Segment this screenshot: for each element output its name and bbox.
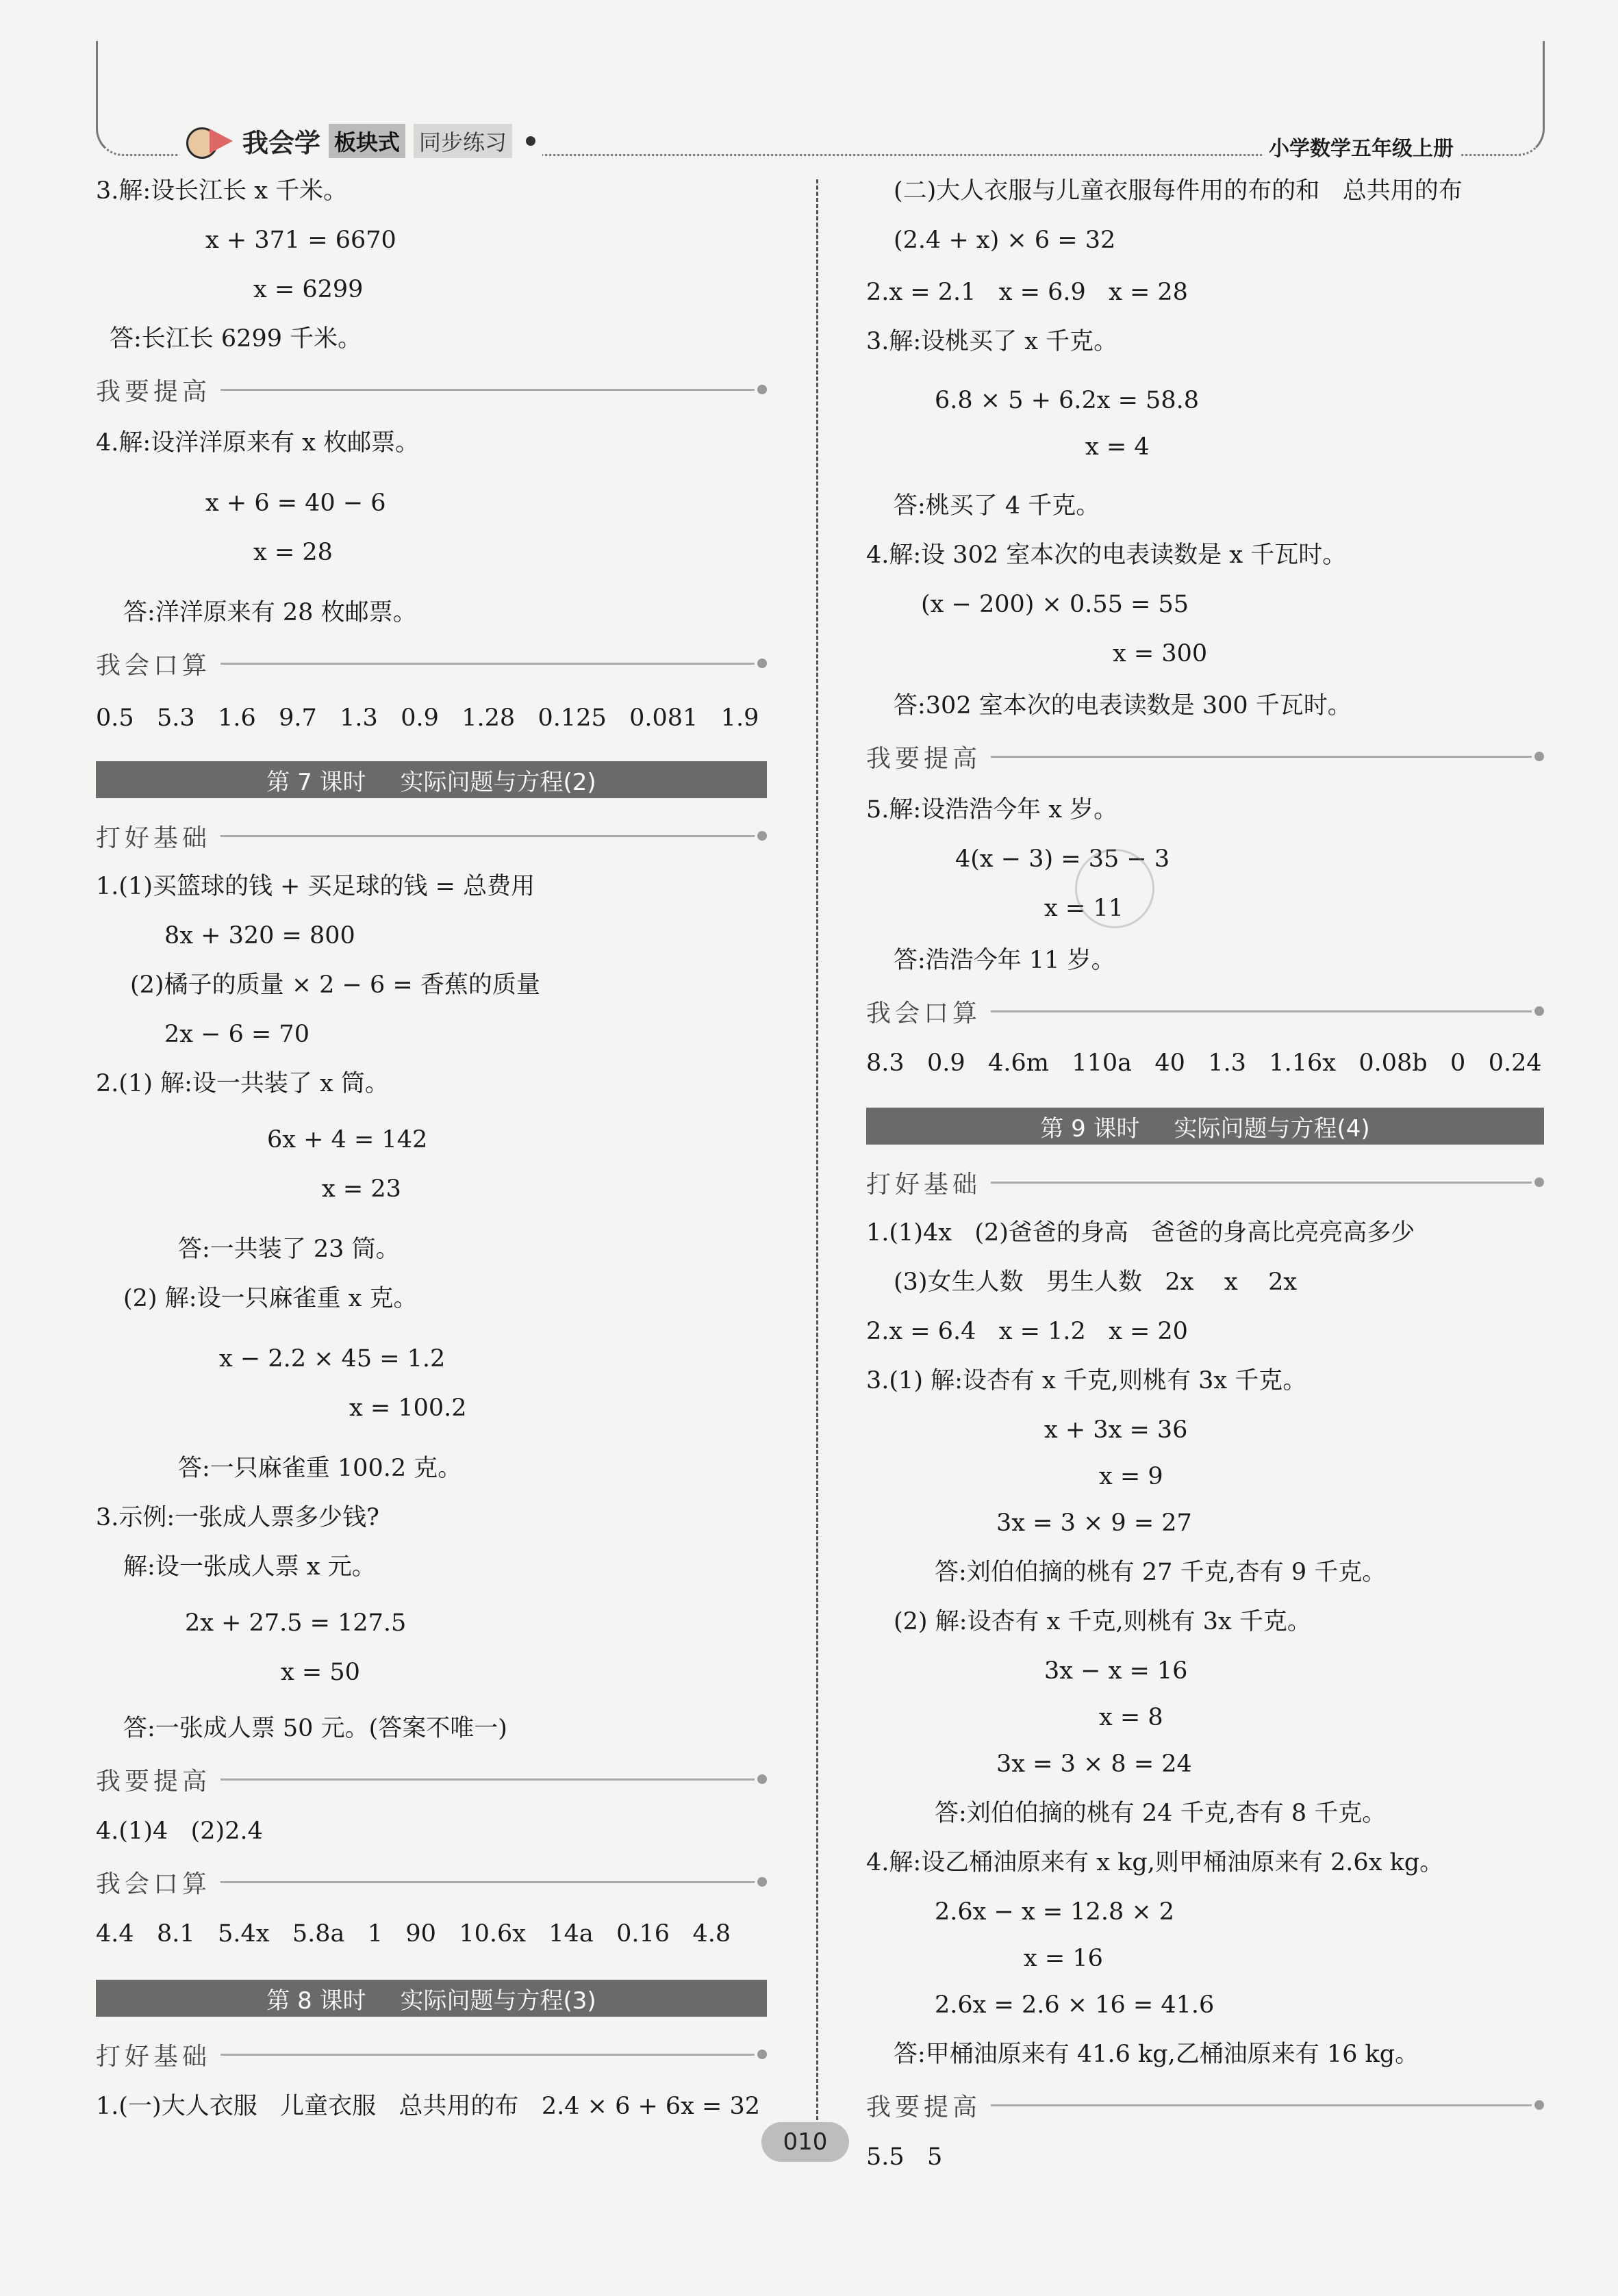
brand-tag-sync: 同步练习 xyxy=(414,124,512,158)
lesson-number: 第 9 课时 xyxy=(1040,1114,1140,1143)
heading-rule xyxy=(991,2104,1532,2106)
answer-line: 解:设一张成人票 x 元。 xyxy=(123,1553,376,1581)
answer-line: (二)大人衣服与儿童衣服每件用的布的和 总共用的布 xyxy=(894,177,1463,205)
heading-rule xyxy=(220,2054,755,2056)
lesson-banner xyxy=(96,1980,767,2017)
answer-line: 8.3 0.9 4.6m 110a 40 1.3 1.16x 0.08b 0 0.24 xyxy=(866,1049,1542,1077)
section-heading xyxy=(866,1166,1544,1198)
answer-line: 答:302 室本次的电表读数是 300 千瓦时。 xyxy=(894,692,1352,719)
heading-rule xyxy=(991,1182,1532,1184)
answer-line: 4.解:设洋洋原来有 x 枚邮票。 xyxy=(96,429,420,457)
brand-tag-block: 板块式 xyxy=(329,124,405,158)
answer-line: 答:洋洋原来有 28 枚邮票。 xyxy=(123,599,417,626)
answer-line: 4.解:设 302 室本次的电表读数是 x 千瓦时。 xyxy=(866,541,1347,569)
section-heading xyxy=(866,995,1544,1027)
rule-end-icon xyxy=(1534,752,1544,761)
rule-end-icon xyxy=(757,831,767,841)
answer-line: 3x = 3 × 8 = 24 xyxy=(996,1750,1192,1778)
answer-line: 1.(1)买篮球的钱 + 买足球的钱 = 总费用 xyxy=(96,873,535,900)
rule-end-icon xyxy=(757,1877,767,1887)
bullet-icon xyxy=(526,136,535,146)
answer-line: 答:浩浩今年 11 岁。 xyxy=(894,947,1115,974)
answer-line: 6x + 4 = 142 xyxy=(267,1126,428,1153)
section-heading-label: 我要提高 xyxy=(96,1762,220,1797)
answer-line: x + 6 = 40 − 6 xyxy=(205,489,386,517)
answer-line: x = 50 xyxy=(281,1659,360,1686)
answer-line: 5.5 5 xyxy=(866,2143,943,2171)
heading-rule xyxy=(220,1778,755,1781)
column-divider xyxy=(816,179,818,2151)
lesson-title: 实际问题与方程(3) xyxy=(400,1987,596,2015)
answer-line: x = 23 xyxy=(322,1175,401,1203)
heading-rule xyxy=(220,389,755,391)
answer-line: 2x − 6 = 70 xyxy=(164,1021,309,1048)
answer-line: (3)女生人数 男生人数 2x x 2x xyxy=(894,1268,1298,1296)
section-heading xyxy=(96,1866,767,1898)
heading-rule xyxy=(220,835,755,837)
answer-line: 4(x − 3) = 35 − 3 xyxy=(955,845,1170,873)
answer-line: 答:长江长 6299 千米。 xyxy=(110,325,362,353)
lesson-banner xyxy=(96,761,767,798)
answer-line: 3.(1) 解:设杏有 x 千克,则桃有 3x 千克。 xyxy=(866,1367,1307,1394)
answer-line: x + 3x = 36 xyxy=(1044,1416,1188,1444)
answer-line: 4.4 8.1 5.4x 5.8a 1 90 10.6x 14a 0.16 4.8 xyxy=(96,1920,731,1948)
answer-line: (2) 解:设杏有 x 千克,则桃有 3x 千克。 xyxy=(894,1608,1311,1635)
answer-line: 3.示例:一张成人票多少钱? xyxy=(96,1504,379,1531)
answer-line: (2.4 + x) × 6 = 32 xyxy=(894,227,1116,254)
answer-line: x = 100.2 xyxy=(349,1394,467,1422)
answer-line: 3x = 3 × 9 = 27 xyxy=(996,1509,1192,1537)
answer-line: 答:桃买了 4 千克。 xyxy=(894,492,1100,520)
section-heading xyxy=(96,2039,767,2070)
answer-line: 2.(1) 解:设一共装了 x 筒。 xyxy=(96,1070,389,1097)
section-heading-label: 打好基础 xyxy=(96,2037,220,2072)
section-heading-label: 打好基础 xyxy=(96,819,220,854)
section-heading-label: 打好基础 xyxy=(866,1165,991,1200)
rule-end-icon xyxy=(757,1774,767,1784)
stamp-icon xyxy=(1075,849,1154,928)
answer-line: 3.解:设桃买了 x 千克。 xyxy=(866,328,1118,355)
section-heading-label: 我要提高 xyxy=(866,739,991,774)
answer-line: 4.(1)4 (2)2.4 xyxy=(96,1817,263,1845)
answer-line: x = 11 xyxy=(1044,895,1124,922)
answer-line: 2.6x − x = 12.8 × 2 xyxy=(935,1898,1175,1926)
answer-line: (x − 200) × 0.55 = 55 xyxy=(921,591,1189,618)
rule-end-icon xyxy=(757,2050,767,2059)
answer-line: 8x + 320 = 800 xyxy=(164,922,355,949)
answer-line: 2.x = 2.1 x = 6.9 x = 28 xyxy=(866,279,1188,306)
section-heading xyxy=(96,820,767,852)
answer-line: 2.x = 6.4 x = 1.2 x = 20 xyxy=(866,1318,1188,1345)
heading-rule xyxy=(220,663,755,665)
heading-rule xyxy=(220,1881,755,1883)
rule-end-icon xyxy=(1534,1006,1544,1016)
lesson-banner xyxy=(866,1108,1544,1145)
answer-line: 0.5 5.3 1.6 9.7 1.3 0.9 1.28 0.125 0.081 1.9 xyxy=(96,704,759,732)
answer-line: 6.8 × 5 + 6.2x = 58.8 xyxy=(935,387,1199,414)
answer-line: (2) 解:设一只麻雀重 x 克。 xyxy=(123,1285,418,1312)
answer-line: 答:一只麻雀重 100.2 克。 xyxy=(178,1455,462,1482)
answer-line: x = 300 xyxy=(1113,640,1208,667)
rule-end-icon xyxy=(1534,1177,1544,1187)
answer-line: (2)橘子的质量 × 2 − 6 = 香蕉的质量 xyxy=(130,971,540,999)
section-heading xyxy=(96,1763,767,1795)
answer-line: x = 9 xyxy=(1099,1463,1163,1490)
answer-line: 答:一共装了 23 筒。 xyxy=(178,1236,400,1263)
answer-line: x + 371 = 6670 xyxy=(205,227,396,254)
section-heading-label: 我会口算 xyxy=(96,1865,220,1900)
lesson-title: 实际问题与方程(2) xyxy=(400,768,596,796)
answer-line: 2x + 27.5 = 127.5 xyxy=(185,1609,407,1637)
answer-line: 1.(一)大人衣服 儿童衣服 总共用的布 2.4 × 6 + 6x = 32 xyxy=(96,2093,761,2120)
answer-line: x = 16 xyxy=(1024,1945,1103,1972)
answer-line: 4.解:设乙桶油原来有 x kg,则甲桶油原来有 2.6x kg。 xyxy=(866,1849,1444,1876)
answer-line: x = 4 xyxy=(1085,433,1150,461)
brand-logo xyxy=(178,122,542,160)
section-heading xyxy=(96,374,767,405)
heading-rule xyxy=(991,1010,1532,1012)
section-heading-label: 我要提高 xyxy=(866,2088,991,2123)
rule-end-icon xyxy=(1534,2100,1544,2110)
answer-line: x = 8 xyxy=(1099,1704,1163,1731)
brand-title: 我会学 xyxy=(242,128,321,158)
answer-line: 1.(1)4x (2)爸爸的身高 爸爸的身高比亮亮高多少 xyxy=(866,1219,1415,1247)
section-heading-label: 我要提高 xyxy=(96,372,220,407)
answer-line: 5.解:设浩浩今年 x 岁。 xyxy=(866,796,1118,824)
answer-line: 答:一张成人票 50 元。(答案不唯一) xyxy=(123,1715,507,1742)
answer-line: x = 6299 xyxy=(253,276,364,303)
grade-label: 小学数学五年级上册 xyxy=(1262,131,1461,162)
answer-line: 3.解:设长江长 x 千米。 xyxy=(96,177,348,205)
answer-line: 答:甲桶油原来有 41.6 kg,乙桶油原来有 16 kg。 xyxy=(894,2041,1419,2068)
lesson-number: 第 7 课时 xyxy=(266,768,366,796)
answer-line: 答:刘伯伯摘的桃有 27 千克,杏有 9 千克。 xyxy=(935,1559,1387,1586)
page-number: 010 xyxy=(761,2122,849,2162)
section-heading xyxy=(866,2089,1544,2121)
heading-rule xyxy=(991,756,1532,758)
answer-line: x − 2.2 × 45 = 1.2 xyxy=(219,1345,446,1373)
answer-line: 答:刘伯伯摘的桃有 24 千克,杏有 8 千克。 xyxy=(935,1800,1387,1827)
rule-end-icon xyxy=(757,385,767,394)
answer-line: x = 28 xyxy=(253,539,333,566)
section-heading-label: 我会口算 xyxy=(866,994,991,1029)
answer-line: 2.6x = 2.6 × 16 = 41.6 xyxy=(935,1991,1215,2019)
section-heading xyxy=(96,648,767,679)
lesson-title: 实际问题与方程(4) xyxy=(1174,1114,1370,1143)
mascot-icon xyxy=(185,123,234,159)
section-heading-label: 我会口算 xyxy=(96,646,220,681)
section-heading xyxy=(866,741,1544,772)
rule-end-icon xyxy=(757,659,767,668)
lesson-number: 第 8 课时 xyxy=(266,1987,366,2015)
answer-line: 3x − x = 16 xyxy=(1044,1657,1188,1685)
